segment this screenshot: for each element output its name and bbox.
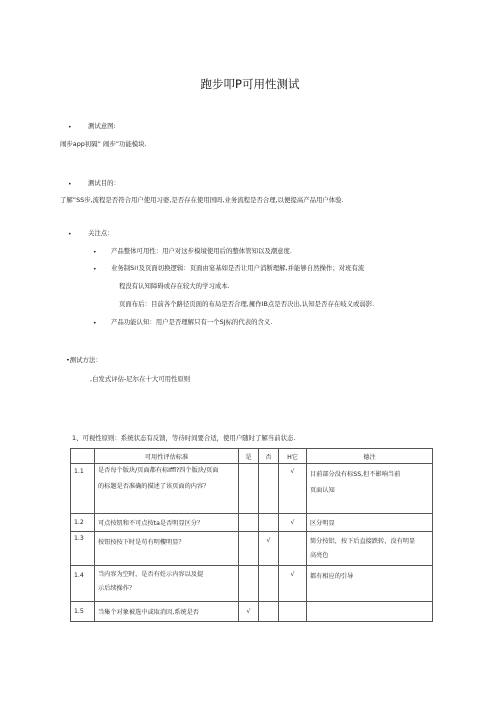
column-header: 德注	[307, 449, 433, 464]
focus-item-continued: 程没有认知障碍或存在较大的学习成本.	[119, 282, 230, 290]
bullet-icon: •	[93, 249, 97, 256]
row-id: 1.5	[71, 602, 95, 622]
criterion-line: 是否每个版块/页面都有标Iffl?四个版块/页面	[98, 467, 219, 474]
column-header: 可用性评估标准	[95, 449, 239, 464]
note-cell	[307, 532, 433, 566]
bullet-icon: •	[68, 231, 72, 238]
row-id: 1.1	[71, 464, 95, 514]
method-body: ,白发式评估-尼尔在十大可用性原则	[90, 375, 191, 383]
focus-item: 产品整体可用性：用户对这步模境使用后的整体管知以及潮意度.	[111, 247, 292, 255]
note-cell	[307, 464, 433, 514]
no-cell	[259, 464, 279, 514]
no-cell	[259, 514, 279, 532]
purpose-heading: 测试目的：	[88, 179, 120, 187]
yes-cell	[239, 566, 259, 602]
focus-item: 页面布后：目前各个路径页面的布局是否合理,擁作IB点是否决出,认知是否存在岐义或弱影.	[119, 300, 375, 308]
note-cell	[307, 602, 433, 622]
note-line: 目前部分没有标SS,但不影响当前	[310, 471, 401, 478]
no-cell	[259, 602, 279, 622]
note-line: 页面认知	[310, 487, 335, 494]
column-header: 否	[259, 449, 279, 464]
bullet-icon: •	[93, 266, 97, 273]
yes-cell: √	[239, 602, 259, 622]
criterion-cell	[95, 566, 239, 602]
column-header: 是	[239, 449, 259, 464]
other-cell: √	[279, 514, 307, 532]
method-heading: •测试方法：	[66, 356, 102, 364]
other-cell: √	[279, 464, 307, 514]
row-id: 1.3	[71, 532, 95, 566]
row-id: 1.4	[71, 566, 95, 602]
note-cell: 区分明显	[307, 514, 433, 532]
page-title: 跑步叩P可用性测试	[200, 77, 300, 91]
criterion-line: 的标题是否准确的描述了该页面的内容？	[98, 483, 210, 490]
column-header: H它	[279, 449, 307, 464]
intent-body: 闹步app初隔” 闹步”功能模块.	[60, 140, 147, 148]
intent-heading: 测试意图:	[88, 122, 116, 130]
criterion-line: 当内容为空时，是否有妊示内容以及提	[98, 571, 204, 578]
yes-cell	[239, 464, 259, 514]
column-header	[71, 449, 95, 464]
other-cell: √	[279, 566, 307, 602]
note-line: 简分按铝，按下后直接跌转，没有明显	[310, 538, 416, 545]
bullet-icon: •	[68, 181, 72, 188]
note-cell: 都有相应的引导	[307, 566, 433, 602]
focus-heading: 关注点：	[88, 229, 114, 237]
criterion-line: 示后续操作？	[98, 585, 136, 592]
bullet-icon: •	[93, 320, 97, 327]
table-row	[71, 464, 433, 514]
table-header-row	[71, 449, 433, 464]
purpose-body: 了解”SS步,流程是否符合用户使用习婆,是否存在使用国吗,业务流程是否合理,以便提高产品用户体验.	[60, 196, 344, 204]
focus-item: 产品功能认知：用户是否理解只有一个SJ标的代表的含义.	[111, 318, 273, 326]
criterion-cell: 当集个对象被选中或取消因,系统是否	[95, 602, 239, 622]
row-id: 1.2	[71, 514, 95, 532]
yes-cell	[239, 532, 259, 566]
other-cell	[279, 532, 307, 566]
criterion-cell: 可点按钮和不可点按ta是否明显区分？	[95, 514, 239, 532]
table-row	[71, 532, 433, 566]
other-cell	[279, 602, 307, 622]
table-heading: 1、可视性原则：系统状态有反馈，等待时间要合适，使用户随时了解当前状态.	[72, 434, 296, 442]
table-row	[71, 566, 433, 602]
yes-cell	[239, 514, 259, 532]
table-row	[71, 602, 433, 622]
criterion-cell: 按钮按按下时是苟有明樓明显？	[95, 532, 239, 566]
table-row	[71, 514, 433, 532]
bullet-icon: •	[68, 124, 72, 131]
usability-table	[70, 448, 433, 622]
no-cell: √	[259, 532, 279, 566]
no-cell	[259, 566, 279, 602]
criterion-cell	[95, 464, 239, 514]
note-line: 高亮色	[310, 552, 329, 559]
focus-item: 业务制Si!及页面切换逻辑：页面由宴基如是否让用户消断理解,并能够自然操作；对班有流	[111, 264, 365, 272]
